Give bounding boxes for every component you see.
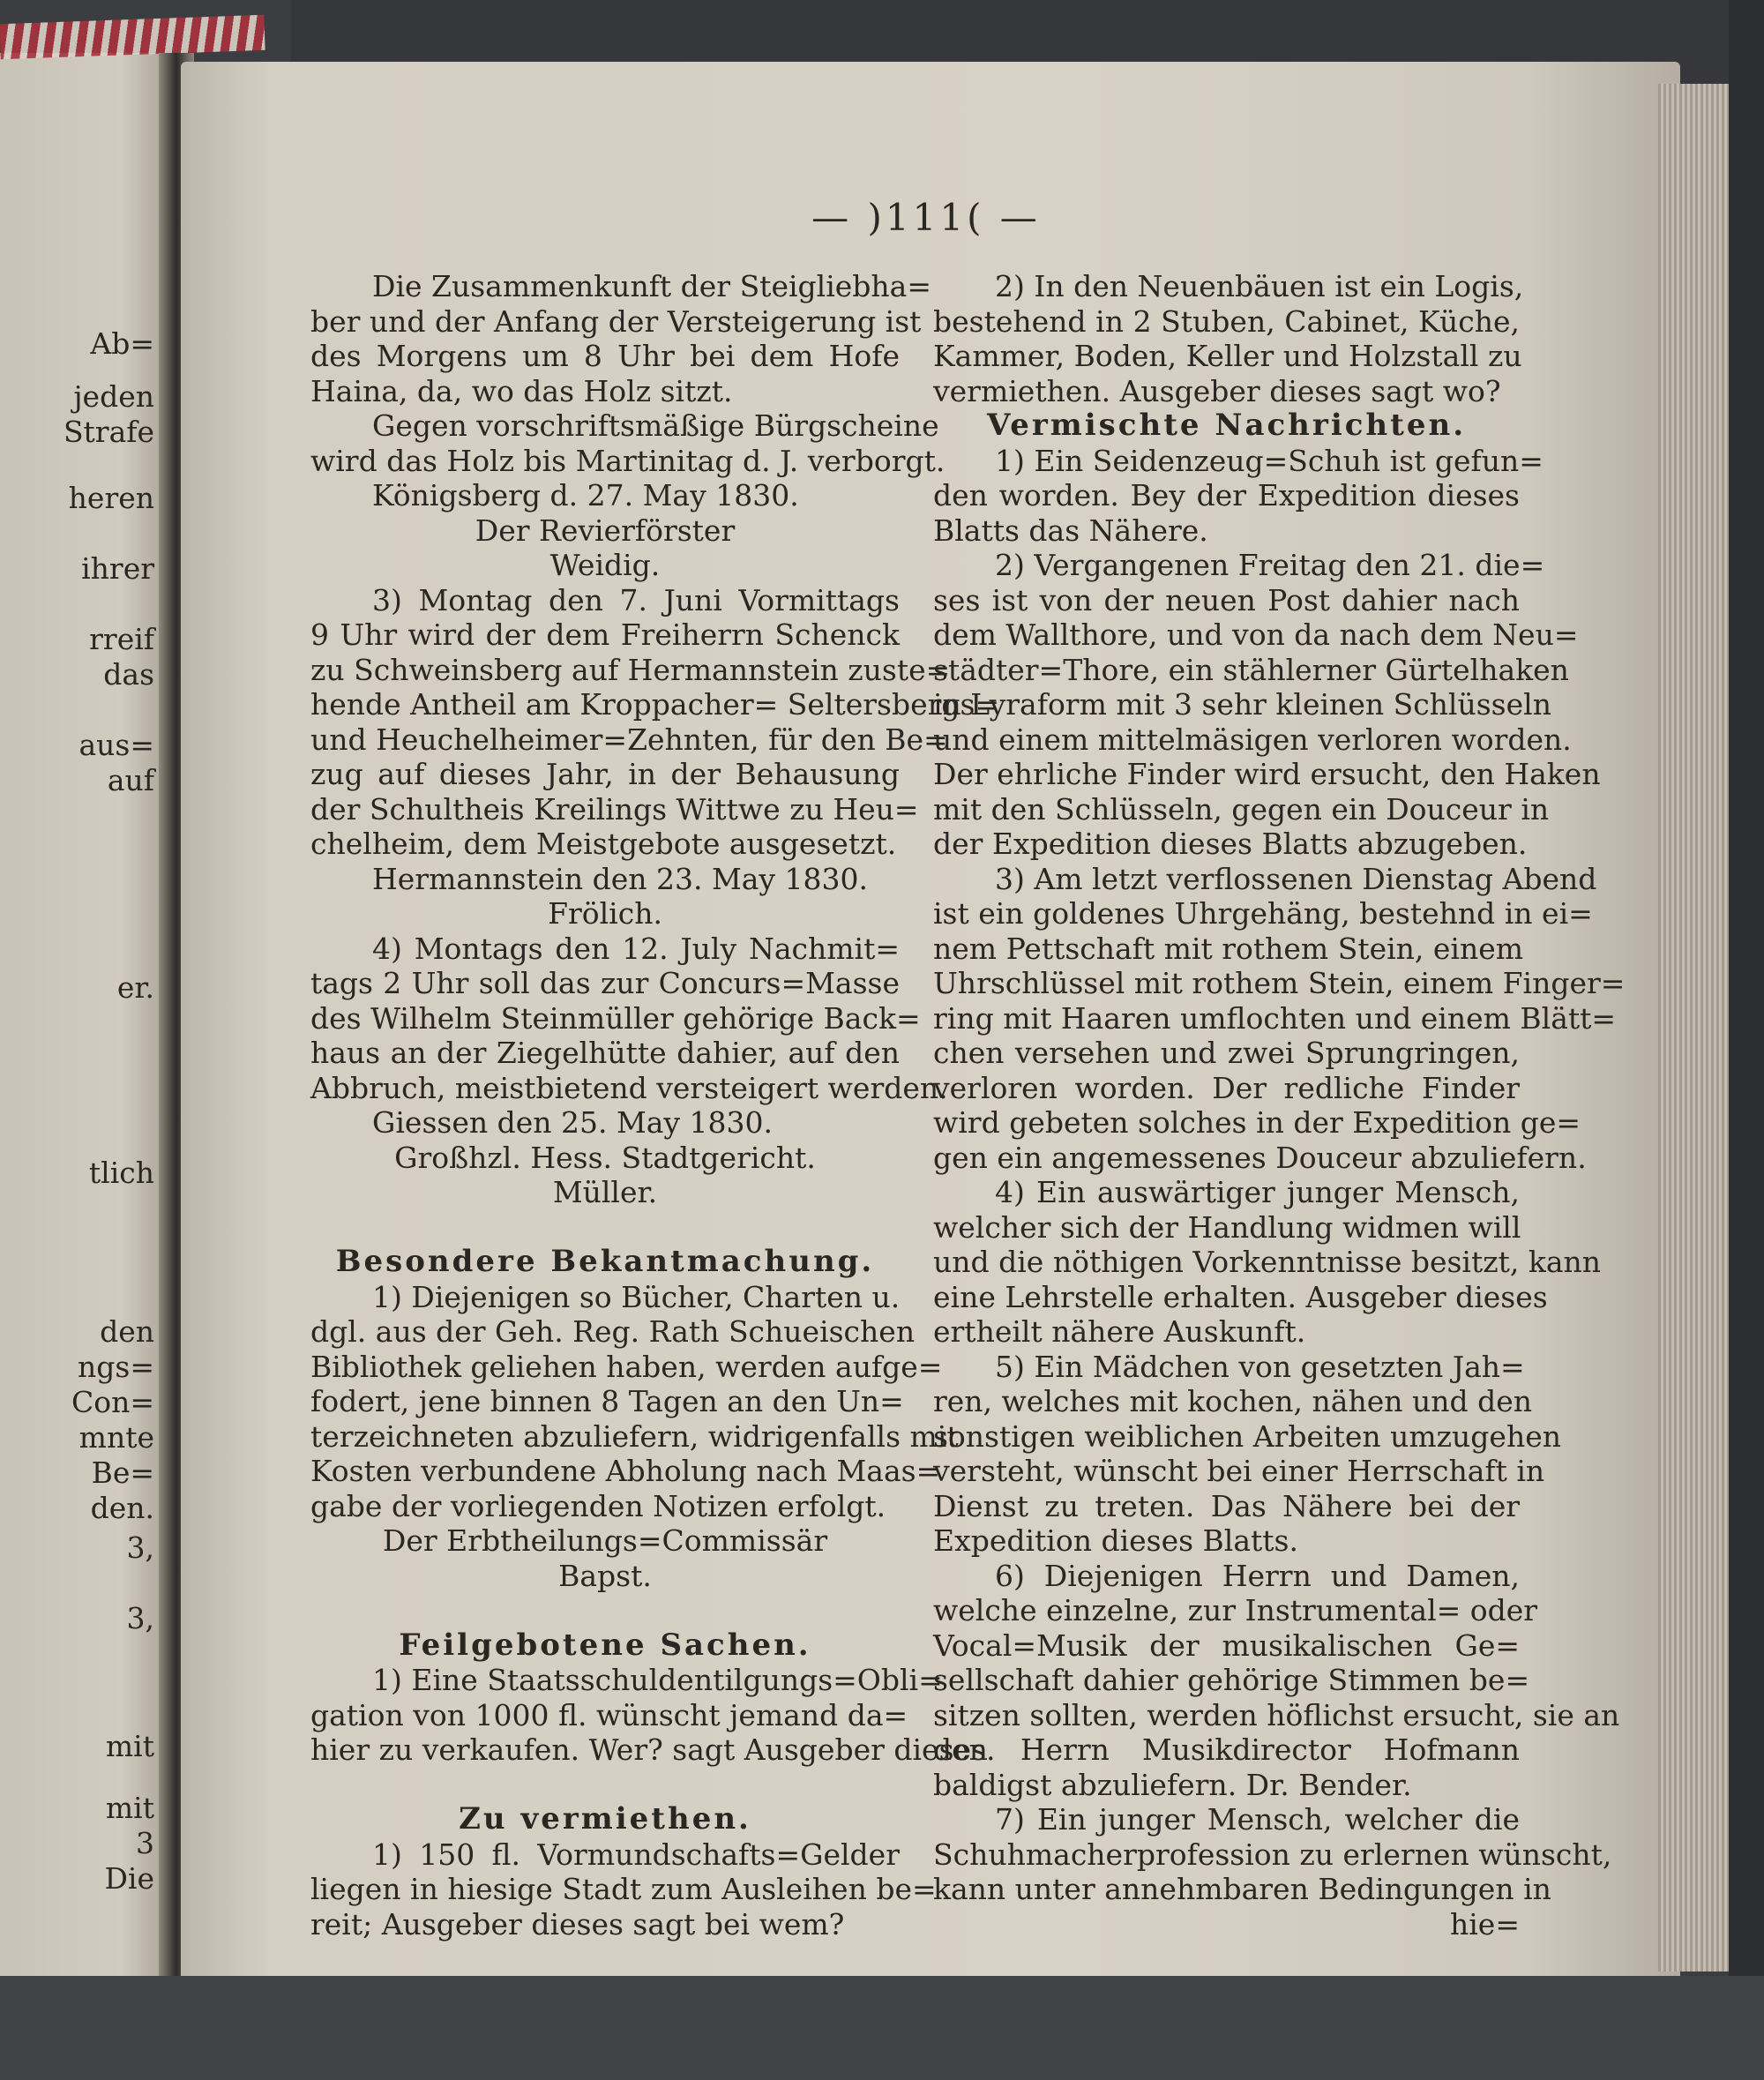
text-line: des Morgens um 8 Uhr bei dem Hofe bbox=[310, 339, 900, 373]
left-page-fragment: rreif bbox=[89, 622, 154, 656]
text-line: Weidig. bbox=[549, 548, 661, 582]
column-right bbox=[933, 269, 1626, 1942]
text-line: der Schultheis Kreilings Wittwe zu Heu= bbox=[310, 791, 919, 827]
text-line: hende Antheil am Kroppacher= Seltersbergs= bbox=[310, 687, 1000, 722]
text-line: Uhrschlüssel mit rothem Stein, einem Finger= bbox=[933, 966, 1626, 1000]
text-line: Kosten verbundene Abholung nach Maas= bbox=[310, 1454, 941, 1488]
text-line: in Lyraform mit 3 sehr kleinen Schlüsseln bbox=[933, 687, 1551, 722]
left-page-fragment: den. bbox=[90, 1491, 154, 1525]
text-line bbox=[310, 1768, 900, 1803]
text-line: gabe der vorliegenden Notizen erfolgt. bbox=[310, 1488, 886, 1523]
text-line: ist ein goldenes Uhrgehäng, bestehnd in ei= bbox=[933, 896, 1593, 931]
left-page-fragment: Die bbox=[104, 1861, 154, 1896]
text-line: liegen in hiesige Stadt zum Ausleihen be= bbox=[310, 1872, 937, 1906]
text-line: mit den Schlüsseln, gegen ein Douceur in bbox=[933, 791, 1550, 827]
text-line: Besondere Bekantmachung. bbox=[335, 1244, 875, 1279]
left-page-fragment: aus= bbox=[78, 728, 154, 762]
text-line: baldigst abzuliefern. Dr. Bender. bbox=[933, 1767, 1412, 1802]
text-line: städter=Thore, ein stählerner Gürtelhaken bbox=[933, 652, 1569, 687]
text-line: verloren worden. Der redliche Finder bbox=[933, 1070, 1520, 1105]
text-line: Zu vermiethen. bbox=[459, 1801, 751, 1837]
text-line: 3) Montag den 7. Juni Vormittags bbox=[372, 582, 900, 617]
text-line: ren, welches mit kochen, nähen und den bbox=[933, 1384, 1532, 1418]
text-line: 1) Ein Seidenzeug=Schuh ist gefun= bbox=[995, 443, 1544, 478]
text-line: und einem mittelmäsigen verloren worden. bbox=[933, 722, 1572, 757]
text-line: tags 2 Uhr soll das zur Concurs=Masse bbox=[310, 966, 900, 1000]
text-line: welche einzelne, zur Instrumental= oder bbox=[933, 1593, 1538, 1627]
text-line: Dienst zu treten. Das Nähere bei der bbox=[933, 1488, 1520, 1523]
left-page-fragment: 3, bbox=[126, 1530, 154, 1565]
text-line: Expedition dieses Blatts. bbox=[933, 1523, 1298, 1558]
text-line: hier zu verkaufen. Wer? sagt Ausgeber dieses. bbox=[310, 1732, 996, 1767]
left-page-fragment: mit bbox=[105, 1729, 154, 1763]
text-line: gen ein angemessenes Douceur abzuliefern. bbox=[933, 1140, 1587, 1175]
text-line: 1) 150 fl. Vormundschafts=Gelder bbox=[372, 1837, 900, 1872]
text-line: Müller. bbox=[552, 1175, 658, 1209]
left-page-fragment: den bbox=[100, 1314, 154, 1349]
text-line: chelheim, dem Meistgebote ausgesetzt. bbox=[310, 827, 897, 861]
text-line: 7) Ein junger Mensch, welcher die bbox=[995, 1802, 1520, 1837]
text-line: gation von 1000 fl. wünscht jemand da= bbox=[310, 1697, 908, 1732]
text-line: Bapst. bbox=[558, 1558, 652, 1593]
left-page-fragment: Ab= bbox=[90, 326, 154, 361]
book-cover-edge bbox=[1729, 0, 1764, 2080]
text-line: hie= bbox=[1450, 1906, 1520, 1942]
text-line: terzeichneten abzuliefern, widrigenfalls mit bbox=[310, 1418, 959, 1454]
column-left bbox=[310, 269, 1000, 1942]
text-line: ring mit Haaren umflochten und einem Blätt= bbox=[933, 1000, 1617, 1036]
text-line: 2) Vergangenen Freitag den 21. die= bbox=[995, 548, 1545, 582]
text-line: eine Lehrstelle erhalten. Ausgeber dieses bbox=[933, 1279, 1548, 1314]
text-line: nem Pettschaft mit rothem Stein, einem bbox=[933, 931, 1524, 966]
text-line bbox=[310, 1593, 900, 1628]
text-line: fodert, jene binnen 8 Tagen an den Un= bbox=[310, 1384, 904, 1418]
text-line bbox=[310, 1210, 900, 1246]
text-line: versteht, wünscht bei einer Herrschaft in bbox=[933, 1454, 1545, 1488]
text-line: vermiethen. Ausgeber dieses sagt wo? bbox=[933, 373, 1501, 408]
text-line: zu Schweinsberg auf Hermannstein zuste= bbox=[310, 652, 951, 687]
left-page-fragment: er. bbox=[116, 970, 154, 1005]
text-line: und die nöthigen Vorkenntnisse besitzt, kann bbox=[933, 1245, 1602, 1279]
text-line: sonstigen weiblichen Arbeiten umzugehen bbox=[933, 1418, 1561, 1454]
text-line: ertheilt nähere Auskunft. bbox=[933, 1314, 1306, 1349]
text-line: 9 Uhr wird der dem Freiherrn Schenck bbox=[310, 617, 900, 652]
text-line: 1) Diejenigen so Bücher, Charten u. bbox=[372, 1279, 901, 1314]
left-page-fragment: 3, bbox=[126, 1601, 154, 1635]
text-line: Abbruch, meistbietend versteigert werden. bbox=[310, 1070, 948, 1105]
text-line: reit; Ausgeber dieses sagt bei wem? bbox=[310, 1906, 845, 1942]
text-line: Bibliothek geliehen haben, werden aufge= bbox=[310, 1349, 943, 1384]
text-line: des Wilhelm Steinmüller gehörige Back= bbox=[310, 1000, 921, 1036]
text-line: haus an der Ziegelhütte dahier, auf den bbox=[310, 1036, 900, 1070]
text-line: Vocal=Musik der musikalischen Ge= bbox=[933, 1627, 1520, 1663]
text-line: Der Revierförster bbox=[475, 513, 736, 548]
left-page-fragment: auf bbox=[107, 763, 154, 797]
text-line: dgl. aus der Geh. Reg. Rath Schueischen bbox=[310, 1314, 916, 1349]
text-line: 5) Ein Mädchen von gesetzten Jah= bbox=[995, 1349, 1525, 1384]
text-line: Haina, da, wo das Holz sitzt. bbox=[310, 373, 733, 408]
text-line: den Herrn Musikdirector Hofmann bbox=[933, 1732, 1520, 1767]
left-page-fragment: mnte bbox=[78, 1420, 154, 1455]
left-page-fragment: 3 bbox=[136, 1826, 154, 1860]
text-line: Vermischte Nachrichten. bbox=[986, 408, 1467, 443]
text-line: Feilgebotene Sachen. bbox=[399, 1627, 811, 1663]
left-page-fragment: ihrer bbox=[81, 551, 154, 586]
left-page-fragment: Strafe bbox=[63, 415, 154, 449]
text-line: wird das Holz bis Martinitag d. J. verborgt. bbox=[310, 443, 946, 478]
left-page-fragment: Con= bbox=[71, 1385, 154, 1419]
text-line: 2) In den Neuenbäuen ist ein Logis, bbox=[995, 269, 1524, 303]
left-page-fragment: heren bbox=[68, 481, 154, 515]
text-line: Königsberg d. 27. May 1830. bbox=[372, 478, 799, 513]
text-line: Die Zusammenkunft der Steigliebha= bbox=[372, 269, 931, 303]
text-line: den worden. Bey der Expedition dieses bbox=[933, 478, 1520, 513]
text-line: chen versehen und zwei Sprungringen, bbox=[933, 1036, 1520, 1070]
page-header: — )111( — bbox=[811, 196, 1041, 239]
scanner-background-bottom bbox=[0, 1976, 1764, 2080]
text-line: bestehend in 2 Stuben, Cabinet, Küche, bbox=[933, 303, 1520, 339]
text-line: Blatts das Nähere. bbox=[933, 513, 1208, 548]
text-line: sitzen sollten, werden höflichst ersucht, sie an bbox=[933, 1697, 1620, 1732]
text-line: Gegen vorschriftsmäßige Bürgscheine bbox=[372, 408, 939, 443]
text-line: Kammer, Boden, Keller und Holzstall zu bbox=[933, 339, 1522, 373]
text-line: Großhzl. Hess. Stadtgericht. bbox=[394, 1140, 816, 1175]
bookmark-ribbon bbox=[0, 15, 265, 59]
left-page-fragment: mit bbox=[105, 1791, 154, 1825]
text-line: 3) Am letzt verflossenen Dienstag Abend bbox=[995, 861, 1597, 896]
left-page-fragment: ngs= bbox=[78, 1350, 154, 1384]
text-line: Schuhmacherprofession zu erlernen wünscht, bbox=[933, 1837, 1612, 1872]
text-line: kann unter annehmbaren Bedingungen in bbox=[933, 1872, 1551, 1906]
text-line: 1) Eine Staatsschuldentilgungs=Obli= bbox=[372, 1663, 943, 1697]
text-line: Giessen den 25. May 1830. bbox=[372, 1105, 774, 1140]
left-page-fragment: Be= bbox=[91, 1455, 154, 1490]
text-line: sellschaft dahier gehörige Stimmen be= bbox=[933, 1663, 1530, 1697]
text-line: dem Wallthore, und von da nach dem Neu= bbox=[933, 617, 1579, 652]
left-page-fragment: jeden bbox=[73, 379, 154, 414]
text-line: ses ist von der neuen Post dahier nach bbox=[933, 582, 1520, 617]
text-line: welcher sich der Handlung widmen will bbox=[933, 1209, 1521, 1245]
left-page-fragment: das bbox=[103, 657, 154, 692]
text-line: wird gebeten solches in der Expedition ge= bbox=[933, 1105, 1581, 1140]
text-line: der Expedition dieses Blatts abzugeben. bbox=[933, 827, 1528, 861]
text-line: Der Erbtheilungs=Commissär bbox=[382, 1523, 828, 1558]
text-line: 4) Ein auswärtiger junger Mensch, bbox=[995, 1175, 1520, 1209]
text-line: 4) Montags den 12. July Nachmit= bbox=[372, 931, 900, 966]
text-line: ber und der Anfang der Versteigerung ist bbox=[310, 303, 922, 339]
text-line: zug auf dieses Jahr, in der Behausung bbox=[310, 757, 900, 791]
left-page-fragment: tlich bbox=[88, 1156, 154, 1190]
text-line: und Heuchelheimer=Zehnten, für den Be= bbox=[310, 722, 948, 757]
text-line: Frölich. bbox=[548, 896, 662, 931]
text-line: 6) Diejenigen Herrn und Damen, bbox=[995, 1558, 1520, 1593]
text-line: Der ehrliche Finder wird ersucht, den Haken bbox=[933, 757, 1601, 791]
text-line: Hermannstein den 23. May 1830. bbox=[372, 861, 869, 896]
